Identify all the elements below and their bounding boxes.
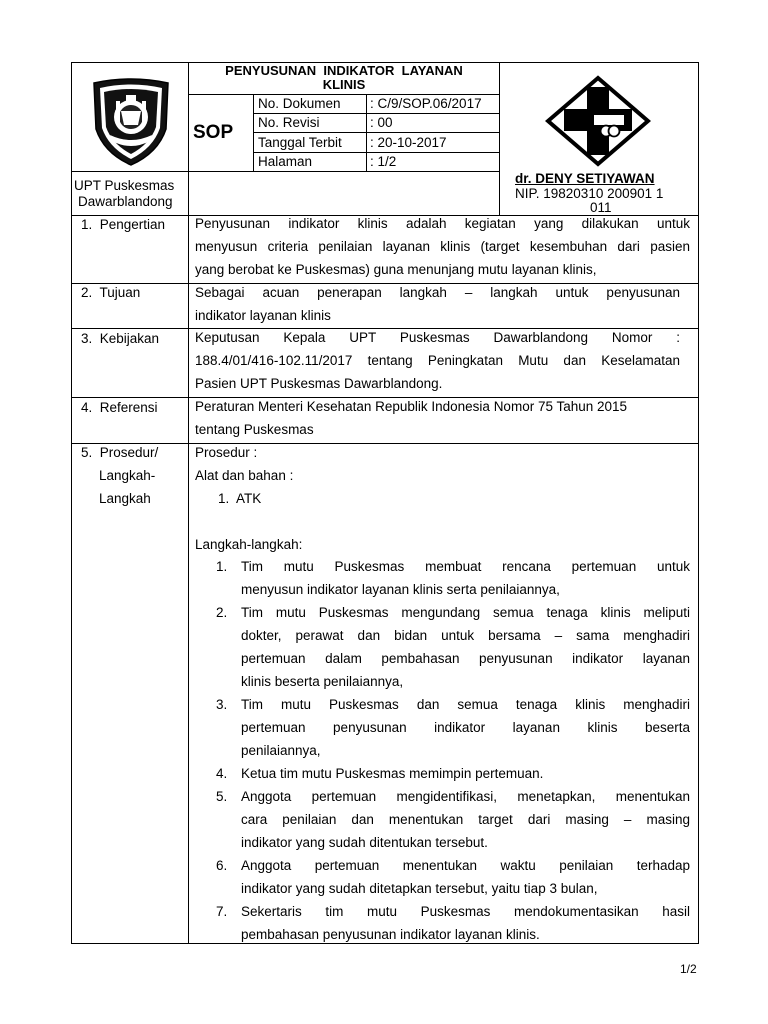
meta-label-no-dokumen: No. Dokumen (258, 96, 341, 111)
step-number: 5. (216, 789, 228, 804)
unit-name-line1: UPT Puskesmas (74, 178, 175, 193)
label-line: Langkah (99, 491, 151, 506)
tools-heading: Alat dan bahan : (195, 468, 294, 483)
step-number: 7. (216, 904, 228, 919)
section-body-pengertian (195, 212, 690, 281)
section-body-tujuan (195, 281, 680, 327)
text-line: Pasien UPT Puskesmas Dawarblandong. (195, 376, 443, 391)
step-line: Ketua tim mutu Puskesmas memimpin pertemuan. (241, 766, 544, 781)
sop-label: SOP (193, 122, 234, 143)
meta-label-no-revisi: No. Revisi (258, 115, 320, 130)
prosedur-heading: Prosedur : (195, 445, 258, 460)
puskesmas-cross-icon (545, 75, 651, 167)
meta-value-no-revisi: : 00 (370, 115, 393, 130)
step-item (195, 900, 690, 946)
step-line: pembahasan penyusunan indikator layanan klinis. (241, 927, 540, 942)
text-line: tentang Puskesmas (195, 422, 314, 437)
meta-label-tanggal-terbit: Tanggal Terbit (258, 135, 342, 150)
step-line: indikator yang sudah ditetapkan tersebut, yaitu tiap 3 bulan, (241, 881, 598, 896)
step-line: dokter, perawat dan bidan untuk bersama – sama menghadiri (241, 628, 690, 643)
label-line: 5. Prosedur/ (81, 445, 159, 460)
meta-value-tanggal-terbit: : 20-10-2017 (370, 135, 447, 150)
step-item (195, 601, 690, 693)
step-number: 3. (216, 697, 228, 712)
meta-label-halaman: Halaman (258, 154, 313, 169)
step-line: klinis beserta penilaiannya, (241, 674, 404, 689)
steps-heading: Langkah-langkah: (195, 537, 303, 552)
step-item (195, 693, 690, 762)
steps-list (195, 555, 690, 946)
section-label-referensi: 4. Referensi (81, 400, 158, 415)
step-line: indikator yang sudah ditentukan tersebut. (241, 835, 488, 850)
section-label-tujuan: 2. Tujuan (81, 285, 141, 300)
step-line: pertemuan penyusunan indikator layanan klinis beserta (241, 720, 690, 735)
step-line: Tim mutu Puskesmas mengundang semua tenaga klinis meliputi (241, 605, 690, 620)
text-line: indikator layanan klinis (195, 308, 331, 323)
step-line: menyusun indikator layanan klinis serta penilaiannya, (241, 582, 560, 597)
text-line: Penyusunan indikator klinis adalah kegiatan yang dilakukan untuk (195, 216, 690, 231)
step-item (195, 785, 690, 854)
signer-nip-line2: 011 (590, 200, 612, 215)
unit-name-line2: Dawarblandong (78, 194, 173, 209)
regency-emblem-icon (86, 73, 176, 167)
step-item (195, 854, 690, 900)
step-line: cara penilaian dan menentukan target dari masing – masing (241, 812, 690, 827)
step-number: 2. (216, 605, 228, 620)
step-line: pertemuan dalam pembahasan penyusunan indikator layanan (241, 651, 690, 666)
section-body-kebijakan (195, 326, 680, 395)
text-line: menyusun criteria penilaian layanan klinis (target kesembuhan dari pasien (195, 239, 690, 254)
step-number: 6. (216, 858, 228, 873)
label-line: Langkah- (99, 468, 156, 483)
section-label-pengertian: 1. Pengertian (81, 217, 166, 232)
document-title-line2: KLINIS (322, 77, 366, 92)
step-number: 1. (216, 559, 228, 574)
step-line: Tim mutu Puskesmas membuat rencana pertemuan untuk (241, 559, 690, 574)
text-line: Keputusan Kepala UPT Puskesmas Dawarblandong Nomor : (195, 330, 680, 345)
step-line: Tim mutu Puskesmas dan semua tenaga klinis menghadiri (241, 697, 690, 712)
tools-item: 1. ATK (218, 491, 262, 506)
meta-value-halaman: : 1/2 (370, 154, 397, 169)
step-line: Sekertaris tim mutu Puskesmas mendokumentasikan hasil (241, 904, 690, 919)
step-item (195, 762, 690, 785)
text-line: 188.4/01/416-102.11/2017 tentang Peningkatan Mutu dan Keselamatan (195, 353, 680, 368)
text-line: yang berobat ke Puskesmas) guna menunjang mutu layanan klinis, (195, 262, 597, 277)
signer-nip-line1: NIP. 19820310 200901 1 (515, 186, 664, 201)
step-line: Anggota pertemuan menentukan waktu penilaian terhadap (241, 858, 690, 873)
section-body-prosedur (195, 441, 690, 556)
section-label-prosedur (81, 441, 158, 510)
section-body-referensi (195, 395, 690, 441)
step-number: 4. (216, 766, 228, 781)
signer-name: dr. DENY SETIYAWAN (515, 171, 655, 186)
text-line: Sebagai acuan penerapan langkah – langkah untuk penyusunan (195, 285, 680, 300)
page-number: 1/2 (680, 962, 697, 976)
step-line: penilaiannya, (241, 743, 321, 758)
document-title-line1: PENYUSUNAN INDIKATOR LAYANAN (225, 63, 463, 78)
step-item (195, 555, 690, 601)
text-line: Peraturan Menteri Kesehatan Republik Indonesia Nomor 75 Tahun 2015 (195, 399, 628, 414)
step-line: Anggota pertemuan mengidentifikasi, menetapkan, menentukan (241, 789, 690, 804)
section-label-kebijakan: 3. Kebijakan (81, 331, 160, 346)
meta-value-no-dokumen: : C/9/SOP.06/2017 (370, 96, 482, 111)
